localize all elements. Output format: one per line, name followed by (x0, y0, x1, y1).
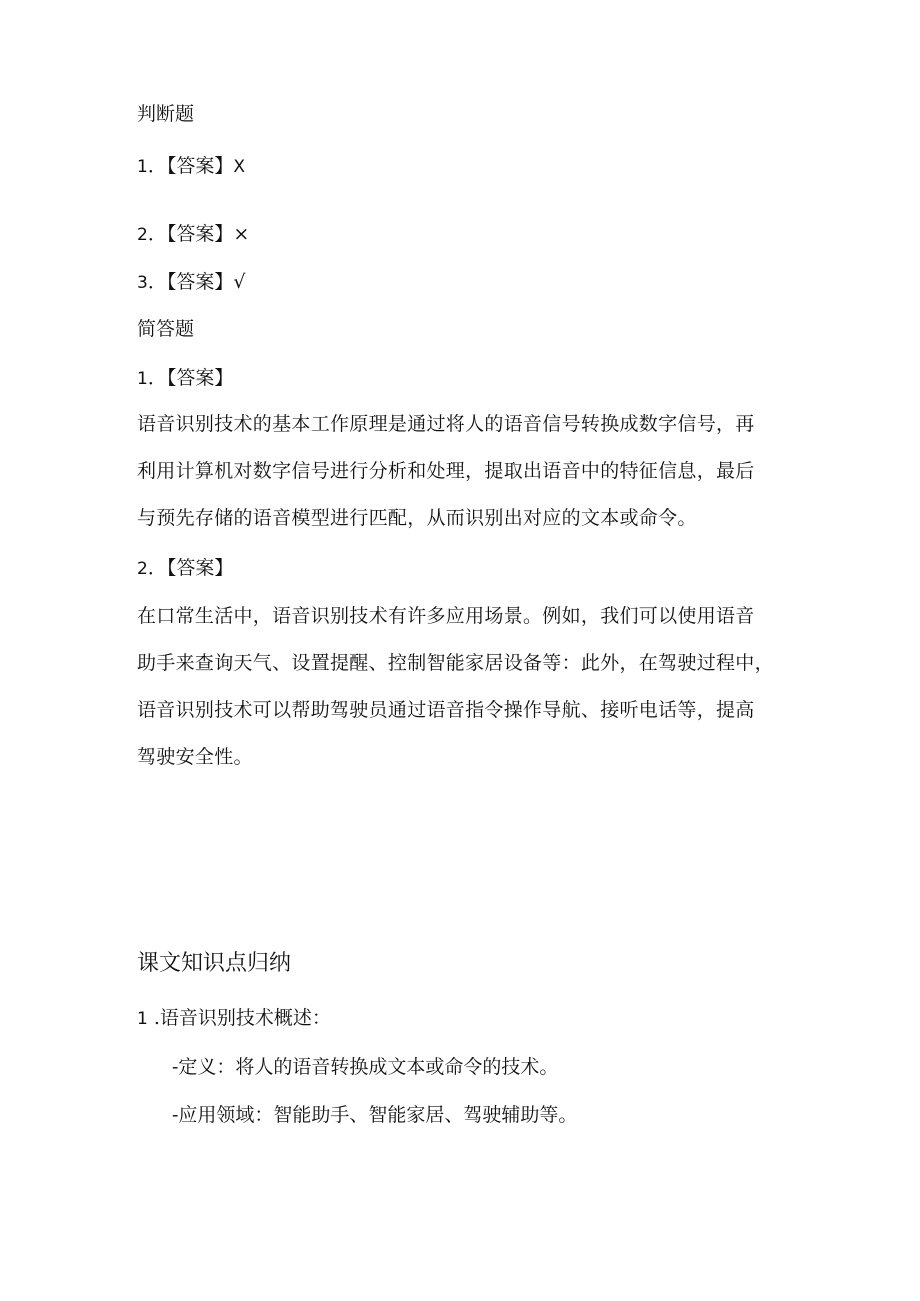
short-answer-1-label (137, 366, 233, 391)
item-separator: ． (147, 367, 167, 389)
answer-value: X (233, 157, 246, 177)
item-number: 1 (137, 157, 148, 177)
item-separator: ． (147, 155, 167, 177)
item-number: 1 (137, 1009, 148, 1029)
paragraph-line: 助手来查询天气、设置提醒、控制智能家居设备等：此外，在驾驶过程中， (137, 652, 774, 674)
summary-item-1 (137, 1006, 331, 1031)
answer-label: 【答案】 (166, 557, 234, 579)
short-answer-1-text (137, 401, 797, 542)
summary-point-definition: -定义：将人的语音转换成文本或命令的技术。 (172, 1056, 559, 1078)
judgment-answer-3 (137, 270, 245, 295)
answer-label: 【答案】 (166, 367, 234, 389)
summary-item-text: .语音识别技术概述： (153, 1007, 331, 1029)
summary-heading: 课文知识点归纳 (137, 951, 292, 976)
item-separator: ． (147, 271, 167, 293)
item-number: 3 (137, 273, 148, 293)
paragraph-line: 驾驶安全性。 (137, 746, 253, 768)
summary-point-applications: -应用领域：智能助手、智能家居、驾驶辅助等。 (172, 1104, 578, 1126)
short-answer-2-label (137, 556, 233, 581)
judgment-answer-2 (137, 222, 249, 247)
judgment-answer-1 (137, 154, 245, 179)
item-number: 2 (137, 225, 148, 245)
short-answer-2-text (137, 593, 797, 781)
answer-label: 【答案】 (166, 155, 234, 177)
judgment-heading: 判断题 (137, 103, 195, 125)
item-separator: ． (147, 557, 167, 579)
item-number: 2 (137, 559, 148, 579)
item-separator: ． (147, 223, 167, 245)
paragraph-line: 在口常生活中，语音识别技术有许多应用场景。例如，我们可以使用语音 (137, 605, 755, 627)
answer-value: √ (233, 271, 246, 293)
paragraph-line: 语音识别技术的基本工作原理是通过将人的语音信号转换成数字信号，再 (137, 413, 755, 435)
short-answer-heading: 简答题 (137, 318, 195, 340)
paragraph-line: 利用计算机对数字信号进行分析和处理，提取出语音中的特征信息，最后 (137, 460, 755, 482)
answer-label: 【答案】 (166, 271, 234, 293)
item-number: 1 (137, 369, 148, 389)
answer-value: × (233, 223, 250, 245)
paragraph-line: 与预先存储的语音模型进行匹配，从而识别出对应的文本或命令。 (137, 507, 697, 529)
paragraph-line: 语音识别技术可以帮助驾驶员通过语音指令操作导航、接听电话等，提高 (137, 699, 755, 721)
answer-label: 【答案】 (166, 223, 234, 245)
